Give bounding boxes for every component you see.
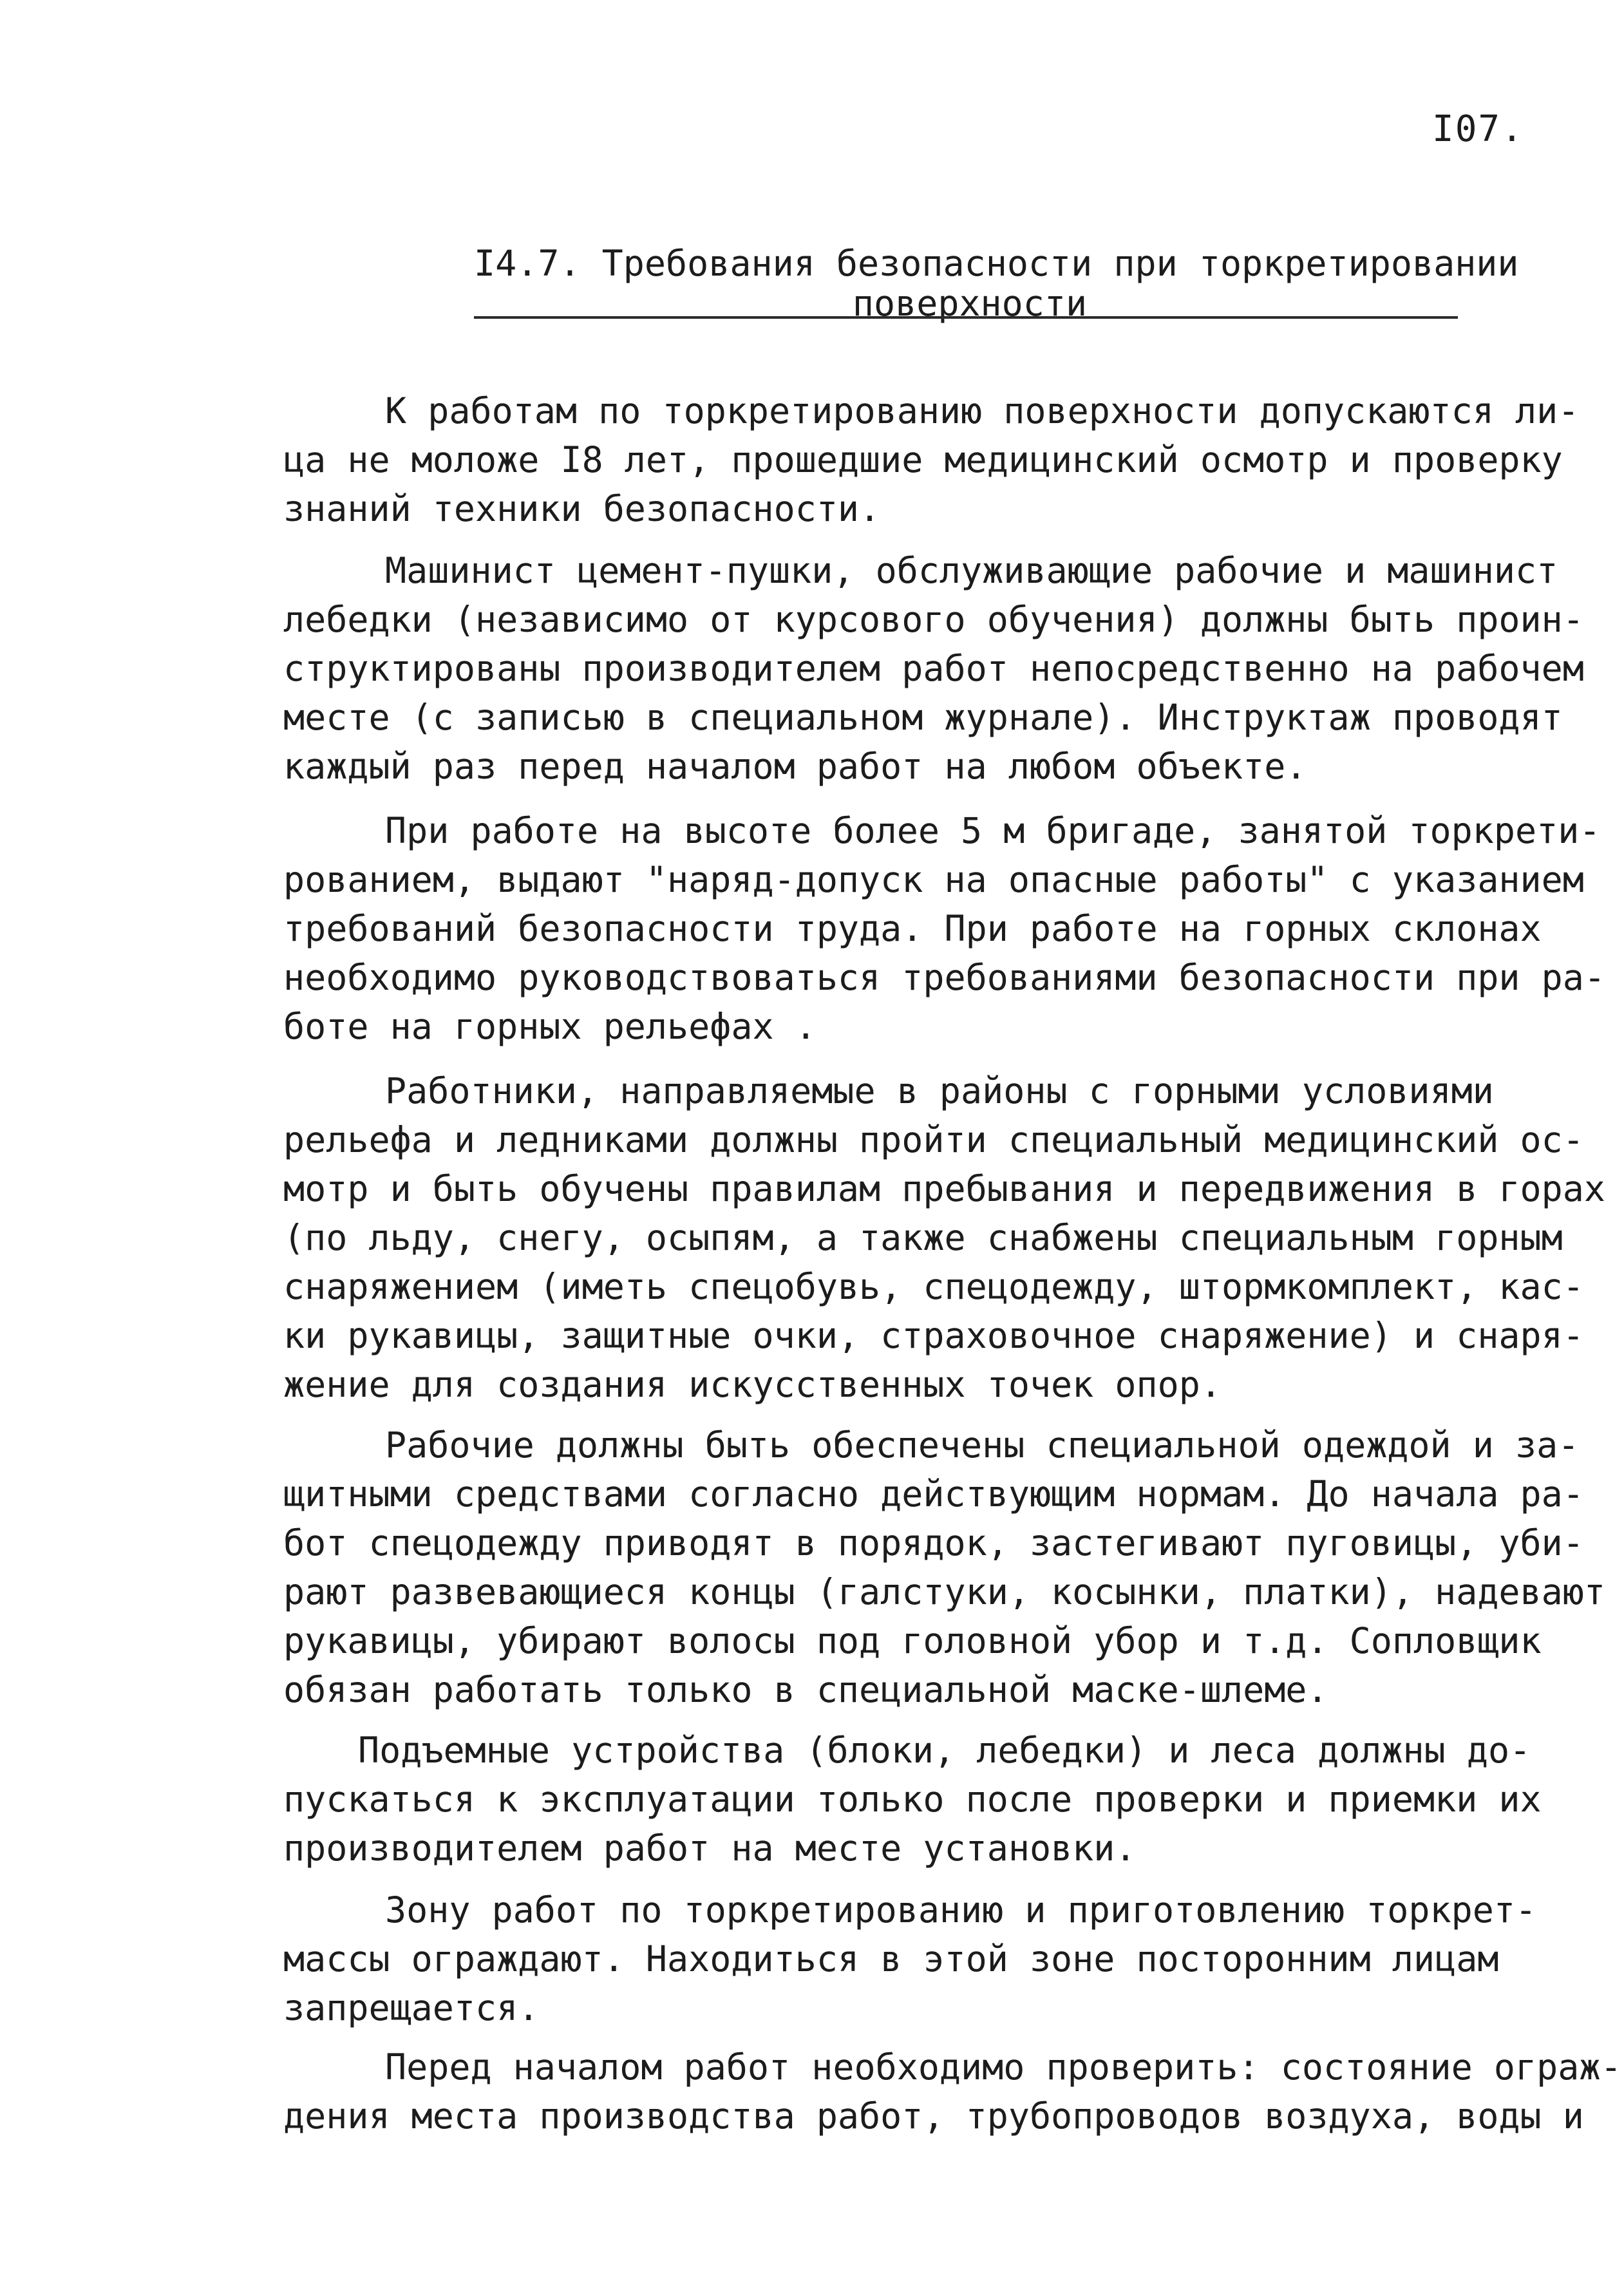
text-line: месте (с записью в специальном журнале). Инструктаж проводят [283, 697, 1563, 738]
paragraph-height-work [283, 806, 1605, 1051]
text-line: Зону работ по торкретированию и приготовлению торкрет- [385, 1889, 1537, 1931]
page-number: I07. [1432, 108, 1524, 150]
text-line: лебедки (независимо от курсового обучения) должны быть проин- [283, 599, 1584, 640]
text-line: каждый раз перед началом работ на любом объекте. [283, 746, 1307, 787]
text-line: При работе на высоте более 5 м бригаде, занятой торкрети- [385, 810, 1601, 851]
text-line: рованием, выдают "наряд-допуск на опасные работы" с указанием [283, 859, 1584, 900]
text-line: жение для создания искусственных точек опор. [283, 1364, 1222, 1405]
text-line: бот спецодежду приводят в порядок, застегивают пуговицы, уби- [283, 1522, 1584, 1564]
text-line: Перед началом работ необходимо проверить: состояние ограж- [385, 2046, 1622, 2088]
paragraph-protective-clothing [283, 1421, 1605, 1714]
section-heading [474, 243, 1519, 324]
paragraph-pre-work-check [283, 2043, 1622, 2140]
text-line: снаряжением (иметь спецобувь, спецодежду, штормкомплект, кас- [283, 1266, 1584, 1307]
text-line: рукавицы, убирают волосы под головной убор и т.д. Сопловщик [283, 1620, 1542, 1661]
text-line: щитными средствами согласно действующим нормам. До начала ра- [283, 1473, 1584, 1515]
text-line: рают развевающиеся концы (галстуки, косынки, платки), надевают [283, 1571, 1605, 1612]
text-line: ки рукавицы, защитные очки, страховочное снаряжение) и снаря- [283, 1315, 1584, 1356]
paragraph-lifting-devices [283, 1726, 1542, 1873]
paragraph-instruction [283, 546, 1584, 791]
paragraph-mountain-workers [283, 1066, 1605, 1409]
text-line: пускаться к эксплуатации только после проверки и приемки их [283, 1779, 1542, 1820]
text-line: боте на горных рельефах . [283, 1006, 817, 1047]
text-line: Рабочие должны быть обеспечены специальной одеждой и за- [385, 1424, 1580, 1466]
text-line: Машинист цемент-пушки, обслуживающие рабочие и машинист [385, 550, 1558, 591]
section-heading-line: I4.7. Требования безопасности при торкретировании [474, 243, 1519, 284]
paragraph-admission [283, 386, 1580, 533]
text-line: рельефа и ледниками должны пройти специальный медицинский ос- [283, 1119, 1584, 1160]
text-line: запрещается. [283, 1987, 540, 2028]
text-line: мотр и быть обучены правилам пребывания и передвижения в горах [283, 1168, 1605, 1209]
text-line: необходимо руководствоваться требованиями безопасности при ра- [283, 957, 1605, 998]
text-line: знаний техники безопасности. [283, 488, 881, 529]
text-line: (по льду, снегу, осыпям, а также снабжены специальным горным [283, 1217, 1563, 1258]
text-line: дения места производства работ, трубопроводов воздуха, воды и [283, 2095, 1584, 2137]
text-line: массы ограждают. Находиться в этой зоне посторонним лицам [283, 1938, 1499, 1979]
text-line: К работам по торкретированию поверхности допускаются ли- [385, 390, 1580, 431]
paragraph-work-zone [283, 1885, 1537, 2032]
text-line: производителем работ на месте установки. [283, 1828, 1137, 1869]
text-line: Работники, направляемые в районы с горными условиями [385, 1070, 1494, 1111]
section-heading-line: поверхности [852, 283, 1088, 324]
text-line: ца не моложе I8 лет, прошедшие медицинский осмотр и проверку [283, 439, 1563, 480]
heading-underline [474, 316, 1458, 319]
text-line: требований безопасности труда. При работе на горных склонах [283, 908, 1542, 949]
text-line: структированы производителем работ непосредственно на рабочем [283, 648, 1584, 689]
text-line: Подъемные устройства (блоки, лебедки) и леса должны до- [358, 1730, 1531, 1771]
text-line: обязан работать только в специальной маске-шлеме. [283, 1669, 1328, 1710]
